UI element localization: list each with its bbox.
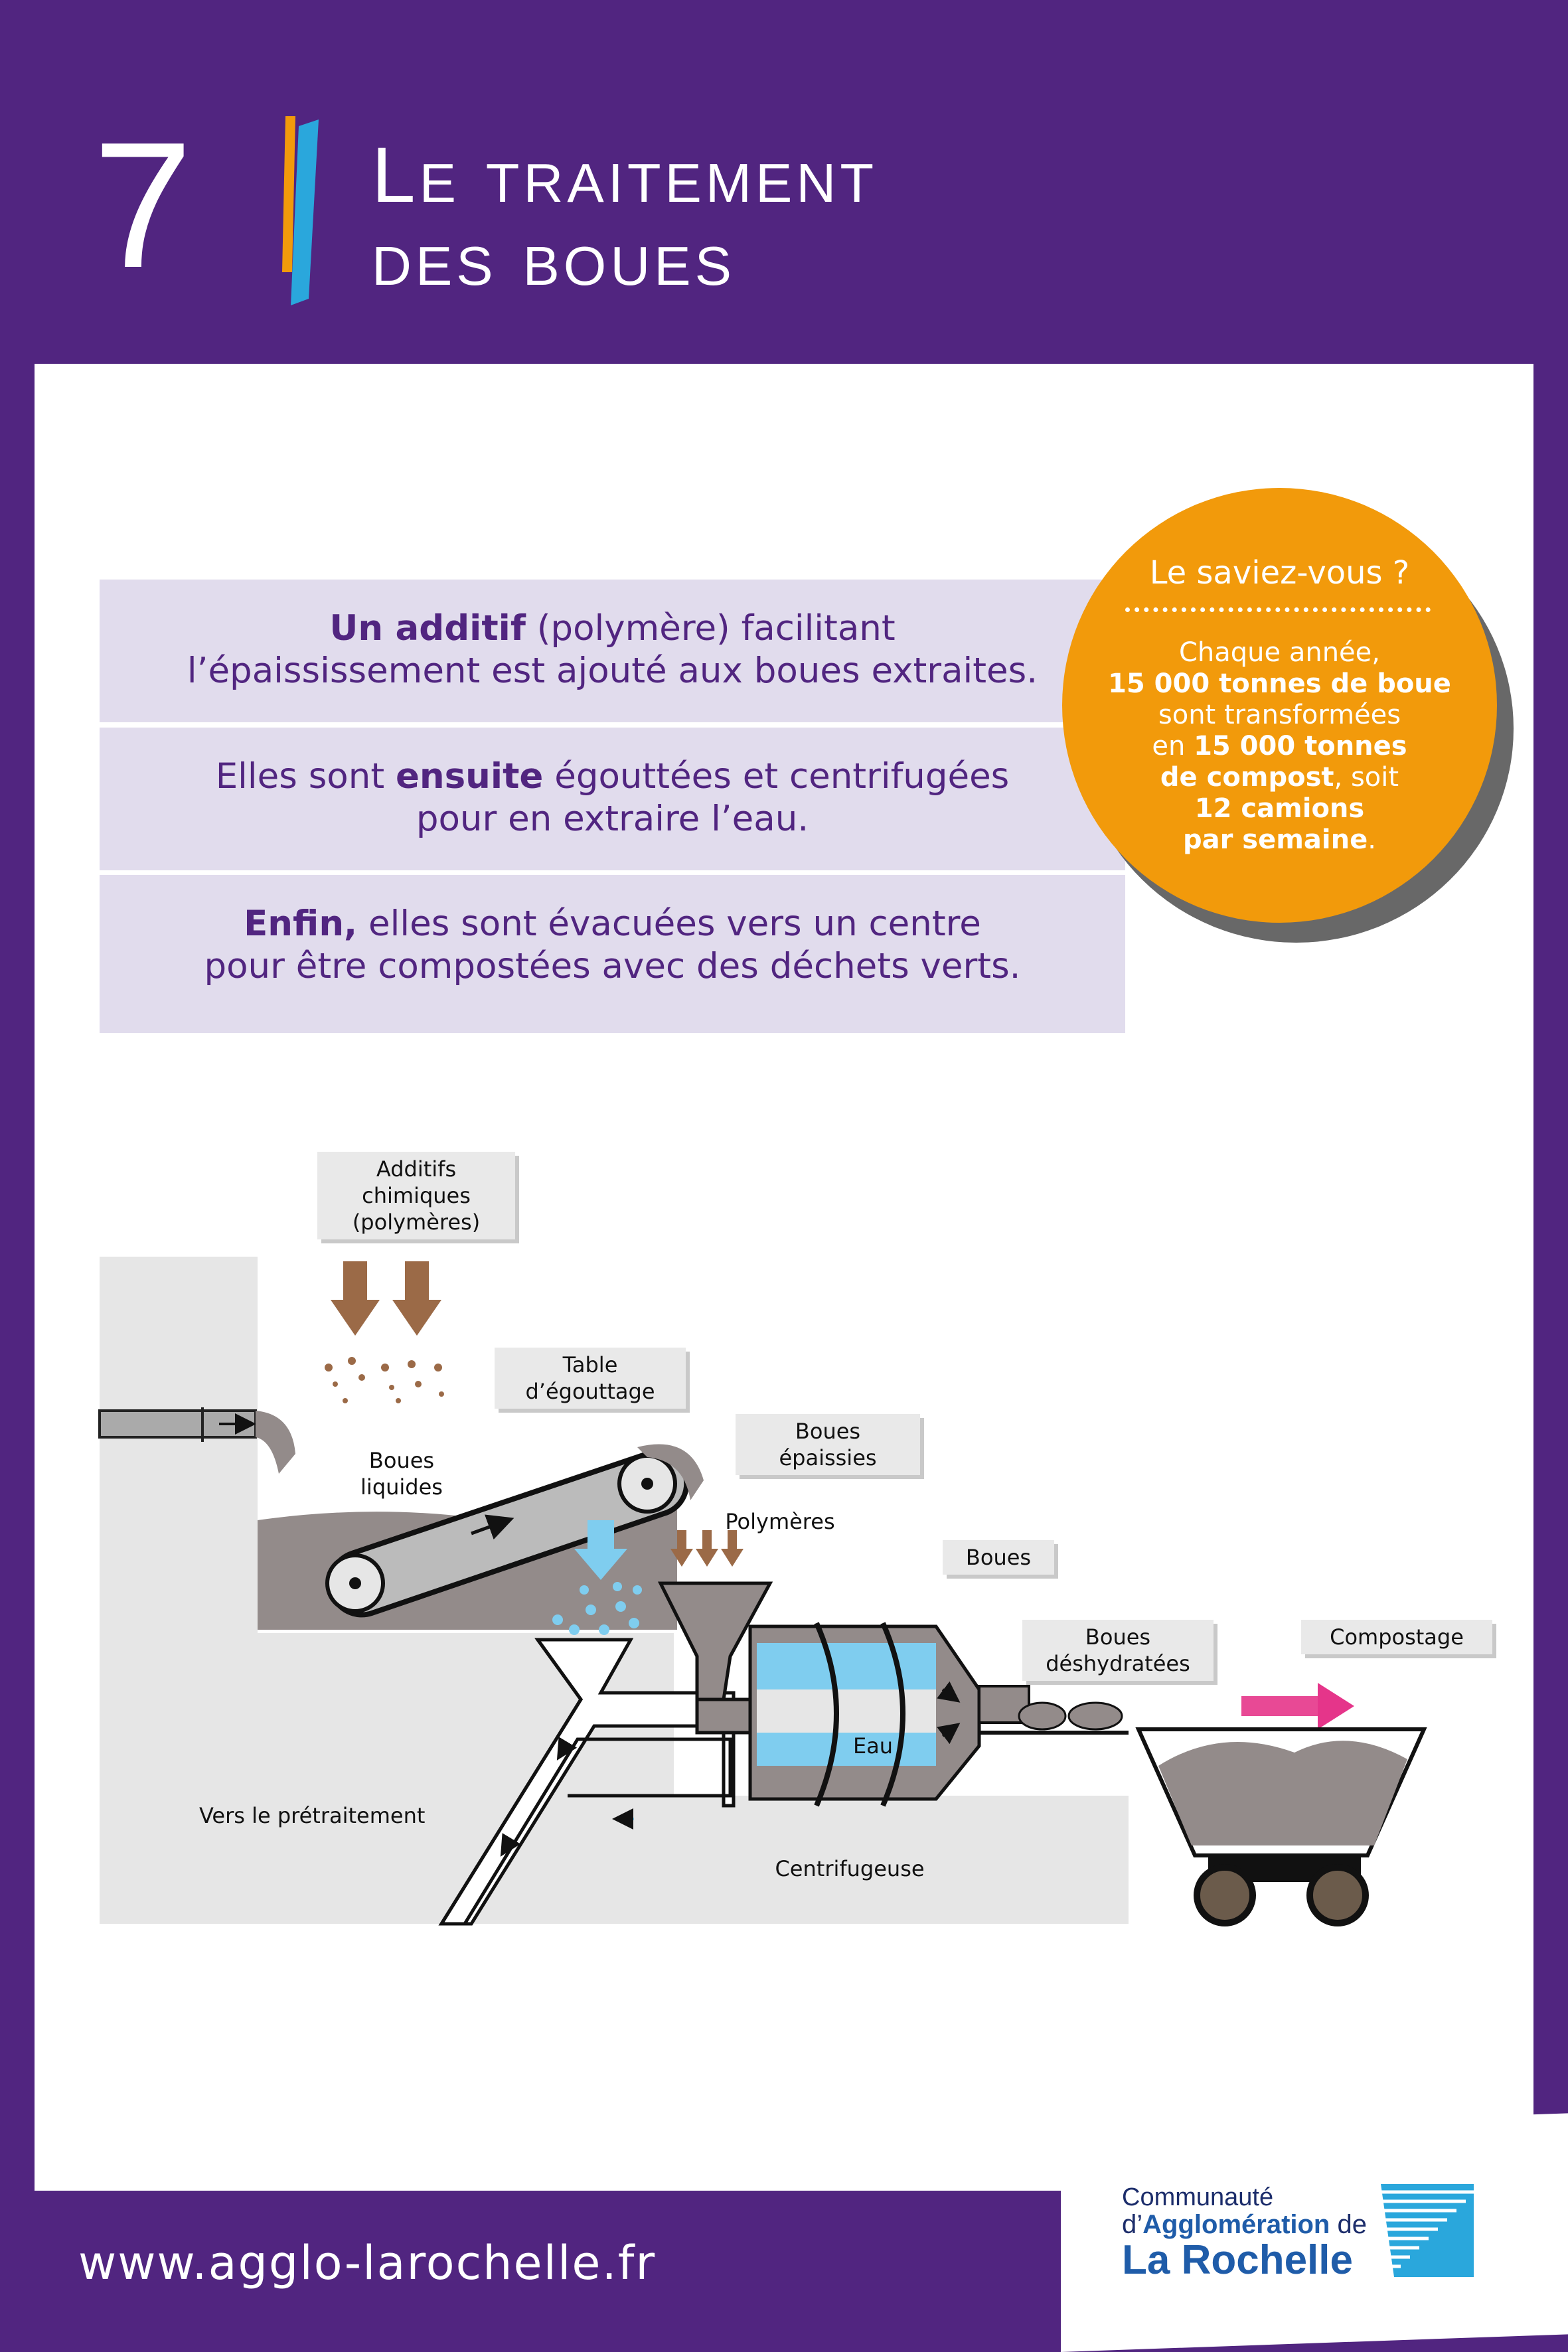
- label-text: déshydratées: [1046, 1651, 1190, 1676]
- label-vers-pretraitement: Vers le prétraitement: [199, 1803, 426, 1828]
- compost-cart: [1138, 1729, 1424, 1923]
- callout-text: Chaque année,: [1178, 637, 1380, 668]
- label-text: liquides: [360, 1474, 443, 1500]
- logo-line: Agglomération: [1142, 2210, 1330, 2239]
- label-table-egouttage: [495, 1348, 686, 1409]
- label-polymeres: Polymères: [725, 1509, 835, 1534]
- label-compostage: Compostage: [1301, 1620, 1492, 1654]
- callout-bold: 15 000 tonnes de boue: [1108, 668, 1451, 699]
- label-text: Additifs: [376, 1156, 457, 1182]
- label-boues-deshydratees: [1022, 1620, 1214, 1681]
- label-centrifugeuse: Centrifugeuse: [775, 1856, 925, 1881]
- callout-text: .: [1368, 824, 1376, 855]
- label-text: d’égouttage: [525, 1379, 655, 1404]
- info-text: pour en extraire l’eau.: [416, 799, 809, 839]
- callout-text: en: [1152, 731, 1194, 761]
- info-text: égouttées et centrifugées: [543, 756, 1010, 797]
- pipe-outflow: [256, 1411, 295, 1474]
- info-text: l’épaississement est ajouté aux boues extraites.: [187, 651, 1038, 691]
- callout-bold: de compost: [1160, 762, 1334, 793]
- label-text: Boues: [1085, 1624, 1151, 1650]
- logo-line: de: [1330, 2210, 1367, 2239]
- logo-line: d’: [1122, 2210, 1143, 2239]
- callout-text: , soit: [1334, 762, 1399, 793]
- label-text: Table: [562, 1352, 618, 1377]
- label-boues-epaissies: [736, 1414, 920, 1475]
- label-boues-liquides: [339, 1447, 465, 1500]
- info-text: elles sont évacuées vers un centre: [357, 903, 981, 944]
- info-bold: Un additif: [329, 608, 526, 649]
- label-text: (polymères): [352, 1210, 481, 1235]
- section-number: 7: [93, 106, 193, 305]
- label-text: épaissies: [779, 1445, 877, 1470]
- label-text: chimiques: [362, 1183, 471, 1208]
- logo-blue-square-icon: [1381, 2184, 1474, 2277]
- label-text: Boues: [795, 1419, 861, 1444]
- label-boues: Boues: [943, 1540, 1054, 1575]
- info-bold: Enfin,: [244, 903, 358, 944]
- compost-arrow: [1241, 1683, 1354, 1729]
- centrifuge: [750, 1623, 979, 1806]
- info-text: (polymère) facilitant: [525, 608, 896, 649]
- agglo-logo: [1122, 2184, 1367, 2282]
- additive-particles: [325, 1357, 444, 1403]
- info-text: Elles sont: [215, 756, 396, 797]
- website-link[interactable]: www.agglo-larochelle.fr: [78, 2236, 657, 2290]
- callout-title: Le saviez-vous ?: [1149, 554, 1410, 591]
- page-title-line2: des boues: [372, 214, 736, 302]
- info-bold: ensuite: [395, 756, 544, 797]
- callout-bold: 12 camions: [1194, 793, 1365, 824]
- info-text: pour être compostées avec des déchets verts.: [204, 946, 1021, 986]
- label-text: Boues: [368, 1448, 435, 1473]
- logo-line: La Rochelle: [1122, 2237, 1353, 2283]
- label-additifs: [317, 1152, 515, 1239]
- label-eau: Eau: [852, 1733, 894, 1759]
- logo-line: Communauté: [1122, 2183, 1274, 2211]
- callout-text: sont transformées: [1158, 700, 1401, 730]
- page-title-line1: Le traitement: [372, 131, 878, 219]
- callout-bold: 15 000 tonnes: [1194, 731, 1407, 761]
- callout-bold: par semaine: [1183, 824, 1368, 855]
